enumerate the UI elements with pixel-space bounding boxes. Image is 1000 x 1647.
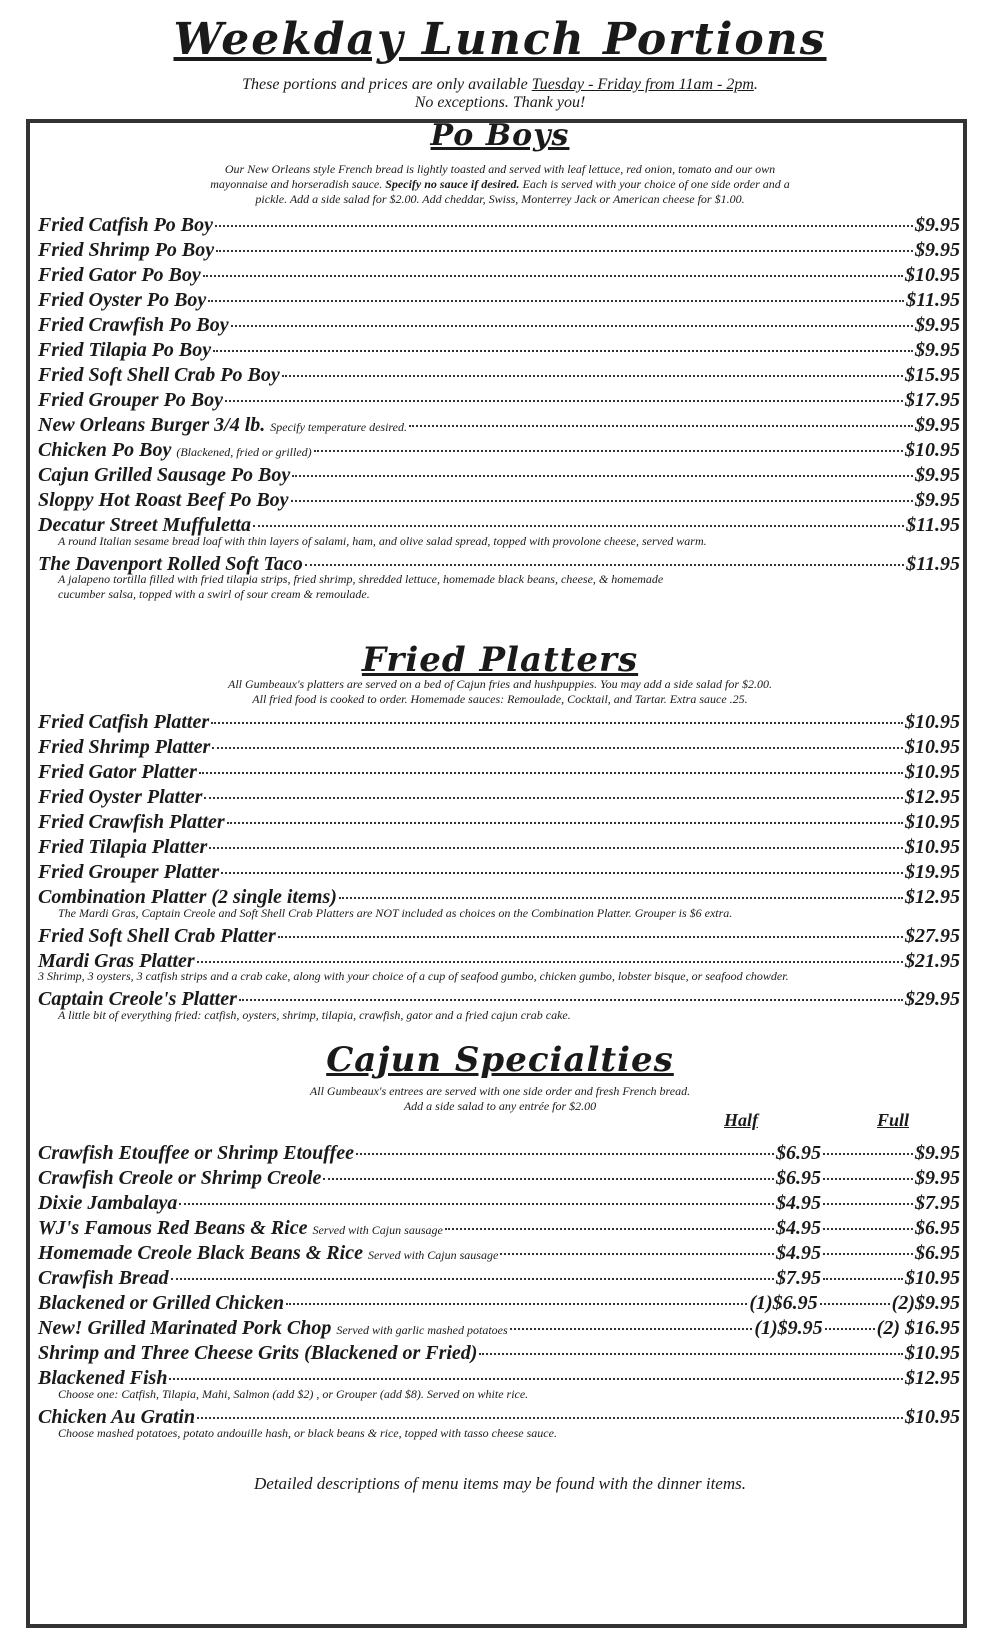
item-price: $11.95 bbox=[906, 289, 960, 311]
menu-item bbox=[38, 811, 960, 836]
leader-dots bbox=[445, 1228, 774, 1230]
fried-platters-note bbox=[0, 677, 1000, 707]
leader-dots bbox=[339, 897, 903, 899]
item-price-full: $6.95 bbox=[915, 1242, 960, 1264]
leader-dots bbox=[823, 1228, 913, 1230]
menu-item bbox=[38, 214, 960, 239]
leader-dots bbox=[823, 1203, 913, 1205]
item-name: Fried Tilapia Po Boy bbox=[38, 339, 212, 361]
leader-dots bbox=[212, 747, 903, 749]
fried-platters-list bbox=[38, 711, 960, 1027]
item-name: Fried Soft Shell Crab Po Boy bbox=[38, 364, 280, 386]
leader-dots bbox=[278, 936, 903, 938]
item-price-full: $10.95 bbox=[905, 1267, 960, 1289]
po-boys-list bbox=[38, 214, 960, 606]
item-price-full: (2)$9.95 bbox=[891, 1292, 960, 1314]
leader-dots bbox=[820, 1303, 890, 1305]
item-name: Decatur Street Muffuletta bbox=[38, 514, 251, 536]
item-name: Crawfish Bread bbox=[38, 1267, 169, 1289]
item-price-full: (2) $16.95 bbox=[876, 1317, 960, 1339]
item-price: $9.95 bbox=[915, 489, 960, 511]
leader-dots bbox=[204, 797, 903, 799]
leader-dots bbox=[253, 525, 904, 527]
item-price: $9.95 bbox=[915, 464, 960, 486]
item-price: $11.95 bbox=[906, 514, 960, 536]
menu-item bbox=[38, 861, 960, 886]
po-boys-note-line2a: mayonnaise and horseradish sauce. bbox=[210, 177, 386, 191]
item-name: Blackened or Grilled Chicken bbox=[38, 1292, 285, 1314]
item-name: Fried Catfish Platter bbox=[38, 711, 210, 733]
item-name: Captain Creole's Platter bbox=[38, 988, 237, 1010]
item-price-full: $7.95 bbox=[915, 1192, 960, 1214]
menu-item bbox=[38, 1242, 960, 1267]
item-description: A little bit of everything fried: catfish, oysters, shrimp, tilapia, crawfish, gator and a fried cajun crab cake. bbox=[58, 1008, 571, 1022]
menu-item bbox=[38, 389, 960, 414]
item-price: $17.95 bbox=[905, 389, 960, 411]
item-name: New! Grilled Marinated Pork Chop bbox=[38, 1317, 332, 1339]
availability-text: These portions and prices are only available bbox=[242, 76, 532, 93]
item-name: Fried Soft Shell Crab Platter bbox=[38, 925, 276, 947]
footer-note: Detailed descriptions of menu items may be found with the dinner items. bbox=[254, 1474, 746, 1493]
menu-item bbox=[38, 1267, 960, 1292]
cajun-note-line2: Add a side salad to any entrée for $2.00 bbox=[403, 1099, 597, 1113]
leader-dots bbox=[823, 1253, 913, 1255]
item-name: Crawfish Creole or Shrimp Creole bbox=[38, 1167, 322, 1189]
item-name: Fried Catfish Po Boy bbox=[38, 214, 214, 236]
item-price: $15.95 bbox=[905, 364, 960, 386]
item-price: $12.95 bbox=[905, 886, 960, 908]
menu-item bbox=[38, 1292, 960, 1317]
item-price: $10.95 bbox=[905, 439, 960, 461]
item-price: $12.95 bbox=[905, 1367, 960, 1389]
item-name: Fried Oyster Po Boy bbox=[38, 289, 207, 311]
menu-item bbox=[38, 886, 960, 911]
menu-item bbox=[38, 314, 960, 339]
column-half-header: Half bbox=[724, 1110, 758, 1130]
item-price: $9.95 bbox=[915, 314, 960, 336]
menu-item bbox=[38, 553, 960, 578]
item-price-full: $9.95 bbox=[915, 1142, 960, 1164]
po-boys-note-line2c: Each is served with your choice of one side order and a bbox=[519, 177, 790, 191]
availability-period: . bbox=[753, 76, 758, 93]
page-title: Weekday Lunch Portions bbox=[173, 14, 827, 65]
item-name: Blackened Fish bbox=[38, 1367, 168, 1389]
item-description: Choose one: Catfish, Tilapia, Mahi, Salmon (add $2) , or Grouper (add $8). Served on white rice. bbox=[58, 1387, 529, 1401]
item-name: Fried Gator Po Boy bbox=[38, 264, 201, 286]
menu-item bbox=[38, 1367, 960, 1392]
item-price: $10.95 bbox=[905, 1406, 960, 1428]
menu-item bbox=[38, 514, 960, 539]
availability-line2: No exceptions. Thank you! bbox=[414, 94, 586, 111]
item-note: Served with Cajun sausage bbox=[312, 1223, 443, 1237]
leader-dots bbox=[208, 300, 904, 302]
item-name: Cajun Grilled Sausage Po Boy bbox=[38, 464, 291, 486]
item-price-full: $6.95 bbox=[915, 1217, 960, 1239]
availability-note bbox=[0, 76, 1000, 112]
leader-dots bbox=[305, 564, 904, 566]
menu-item bbox=[38, 339, 960, 364]
menu-item bbox=[38, 1317, 960, 1342]
leader-dots bbox=[221, 872, 903, 874]
fried-platters-title: Fried Platters bbox=[361, 640, 639, 680]
po-boys-note-line2b: Specify no sauce if desired. bbox=[385, 177, 520, 191]
taco-desc-line1: A jalapeno tortilla filled with fried tilapia strips, fried shrimp, shredded lettuce, homemade black beans, cheese, & homemade bbox=[58, 572, 664, 586]
leader-dots bbox=[199, 772, 903, 774]
po-boys-title: Po Boys bbox=[430, 118, 570, 153]
item-name: Crawfish Etouffee or Shrimp Etouffee bbox=[38, 1142, 354, 1164]
po-boys-note bbox=[0, 162, 1000, 207]
leader-dots bbox=[500, 1253, 774, 1255]
menu-item bbox=[38, 1406, 960, 1431]
item-price-full: $9.95 bbox=[915, 1167, 960, 1189]
item-price: $27.95 bbox=[905, 925, 960, 947]
item-price: $9.95 bbox=[915, 414, 960, 436]
item-price-half: $4.95 bbox=[776, 1217, 821, 1239]
item-price: $29.95 bbox=[905, 988, 960, 1010]
item-price-half: $6.95 bbox=[776, 1142, 821, 1164]
item-note: Served with garlic mashed potatoes bbox=[336, 1323, 508, 1337]
item-name: Homemade Creole Black Beans & Rice bbox=[38, 1242, 363, 1264]
item-price-half: $7.95 bbox=[776, 1267, 821, 1289]
cajun-note bbox=[0, 1084, 1000, 1114]
menu-item bbox=[38, 786, 960, 811]
item-price: $10.95 bbox=[905, 1342, 960, 1364]
po-boys-note-line1: Our New Orleans style French bread is lightly toasted and served with leaf lettuce, red onion, tomato and our own bbox=[224, 162, 776, 176]
leader-dots bbox=[314, 450, 903, 452]
leader-dots bbox=[211, 722, 903, 724]
item-name: Dixie Jambalaya bbox=[38, 1192, 178, 1214]
leader-dots bbox=[292, 475, 913, 477]
menu-item bbox=[38, 289, 960, 314]
item-note: Served with Cajun sausage bbox=[367, 1248, 499, 1262]
item-name: Fried Shrimp Po Boy bbox=[38, 239, 215, 261]
item-name: Shrimp and Three Cheese Grits (Blackened or Fried) bbox=[38, 1342, 478, 1364]
item-price: $10.95 bbox=[905, 836, 960, 858]
menu-item bbox=[38, 1217, 960, 1242]
menu-item bbox=[38, 1167, 960, 1192]
cajun-list bbox=[38, 1142, 960, 1445]
item-price-half: $6.95 bbox=[776, 1167, 821, 1189]
item-price: $9.95 bbox=[915, 239, 960, 261]
item-name: Chicken Po Boy bbox=[38, 439, 172, 461]
item-price-half: (1)$6.95 bbox=[749, 1292, 818, 1314]
leader-dots bbox=[479, 1353, 903, 1355]
leader-dots bbox=[203, 275, 903, 277]
leader-dots bbox=[197, 961, 903, 963]
leader-dots bbox=[171, 1278, 774, 1280]
item-name: The Davenport Rolled Soft Taco bbox=[38, 553, 303, 575]
item-description: The Mardi Gras, Captain Creole and Soft Shell Crab Platters are NOT included as choices on the Combination Platter. Grouper is $6 extra. bbox=[58, 906, 733, 920]
item-name: Fried Grouper Platter bbox=[38, 861, 220, 883]
menu-item bbox=[38, 414, 960, 439]
item-name: Fried Shrimp Platter bbox=[38, 736, 211, 758]
menu-item bbox=[38, 1142, 960, 1167]
item-price-half: $4.95 bbox=[776, 1192, 821, 1214]
item-name: New Orleans Burger 3/4 lb. bbox=[38, 414, 266, 436]
item-price: $9.95 bbox=[915, 339, 960, 361]
item-price-half: (1)$9.95 bbox=[754, 1317, 823, 1339]
item-name: Fried Tilapia Platter bbox=[38, 836, 208, 858]
leader-dots bbox=[286, 1303, 747, 1305]
menu-item bbox=[38, 988, 960, 1013]
taco-desc-line2: cucumber salsa, topped with a swirl of sour cream & remoulade. bbox=[58, 587, 370, 601]
item-note: (Blackened, fried or grilled) bbox=[176, 445, 312, 459]
item-price: $10.95 bbox=[905, 264, 960, 286]
item-price: $10.95 bbox=[905, 711, 960, 733]
menu-item bbox=[38, 1342, 960, 1367]
leader-dots bbox=[209, 847, 903, 849]
item-name: Fried Oyster Platter bbox=[38, 786, 203, 808]
item-name: WJ's Famous Red Beans & Rice bbox=[38, 1217, 308, 1239]
leader-dots bbox=[227, 822, 903, 824]
menu-item bbox=[38, 489, 960, 514]
item-name: Fried Crawfish Po Boy bbox=[38, 314, 229, 336]
item-name: Sloppy Hot Roast Beef Po Boy bbox=[38, 489, 289, 511]
leader-dots bbox=[216, 250, 913, 252]
menu-item bbox=[38, 1192, 960, 1217]
fried-note-line1: All Gumbeaux's platters are served on a bed of Cajun fries and hushpuppies. You may add a side salad for $2.00. bbox=[228, 677, 772, 691]
item-price: $21.95 bbox=[905, 950, 960, 972]
leader-dots bbox=[510, 1328, 753, 1330]
leader-dots bbox=[323, 1178, 774, 1180]
leader-dots bbox=[225, 400, 903, 402]
item-price: $10.95 bbox=[905, 761, 960, 783]
menu-item bbox=[38, 736, 960, 761]
item-price: $19.95 bbox=[905, 861, 960, 883]
menu-item bbox=[38, 711, 960, 736]
item-description: A round Italian sesame bread loaf with thin layers of salami, ham, and olive salad spread, topped with provolone cheese, served warm. bbox=[58, 534, 707, 548]
leader-dots bbox=[169, 1378, 903, 1380]
menu-item bbox=[38, 264, 960, 289]
leader-dots bbox=[197, 1417, 903, 1419]
leader-dots bbox=[825, 1328, 875, 1330]
item-name: Fried Crawfish Platter bbox=[38, 811, 225, 833]
menu-item bbox=[38, 439, 960, 464]
menu-item bbox=[38, 950, 960, 975]
item-name: Fried Gator Platter bbox=[38, 761, 197, 783]
menu-item bbox=[38, 239, 960, 264]
leader-dots bbox=[823, 1153, 913, 1155]
menu-item bbox=[38, 761, 960, 786]
fried-note-line2: All fried food is cooked to order. Homemade sauces: Remoulade, Cocktail, and Tartar. Extra sauce .25. bbox=[252, 692, 748, 706]
item-name: Fried Grouper Po Boy bbox=[38, 389, 223, 411]
item-note: Specify temperature desired. bbox=[270, 420, 407, 434]
item-name: Chicken Au Gratin bbox=[38, 1406, 196, 1428]
item-description: 3 Shrimp, 3 oysters, 3 catfish strips and a crab cake, along with your choice of a cup of seafood gumbo, chicken gumbo, lobster bisque, or seafood chowder. bbox=[38, 969, 789, 983]
leader-dots bbox=[215, 225, 913, 227]
column-full-header: Full bbox=[877, 1110, 910, 1130]
item-price: $10.95 bbox=[905, 736, 960, 758]
leader-dots bbox=[291, 500, 913, 502]
menu-item bbox=[38, 836, 960, 861]
item-description: Choose mashed potatoes, potato andouille hash, or black beans & rice, topped with tasso cheese sauce. bbox=[58, 1426, 557, 1440]
item-price: $12.95 bbox=[905, 786, 960, 808]
menu-item bbox=[38, 464, 960, 489]
leader-dots bbox=[282, 375, 903, 377]
item-price: $9.95 bbox=[915, 214, 960, 236]
item-price: $11.95 bbox=[906, 553, 960, 575]
item-price: $10.95 bbox=[905, 811, 960, 833]
leader-dots bbox=[231, 325, 913, 327]
leader-dots bbox=[823, 1178, 913, 1180]
leader-dots bbox=[213, 350, 913, 352]
leader-dots bbox=[239, 999, 903, 1001]
item-price-half: $4.95 bbox=[776, 1242, 821, 1264]
leader-dots bbox=[356, 1153, 774, 1155]
availability-days: Tuesday - Friday from 11am - 2pm bbox=[531, 76, 754, 93]
cajun-note-line1: All Gumbeaux's entrees are served with one side order and fresh French bread. bbox=[309, 1084, 691, 1098]
cajun-specialties-title: Cajun Specialties bbox=[326, 1040, 674, 1080]
item-name: Mardi Gras Platter bbox=[38, 950, 195, 972]
menu-item bbox=[38, 925, 960, 950]
menu-item bbox=[38, 364, 960, 389]
leader-dots bbox=[179, 1203, 774, 1205]
leader-dots bbox=[823, 1278, 903, 1280]
item-name: Combination Platter (2 single items) bbox=[38, 886, 337, 908]
leader-dots bbox=[409, 425, 913, 427]
po-boys-note-line3: pickle. Add a side salad for $2.00. Add cheddar, Swiss, Monterrey Jack or American cheese for $1.00. bbox=[255, 192, 745, 206]
